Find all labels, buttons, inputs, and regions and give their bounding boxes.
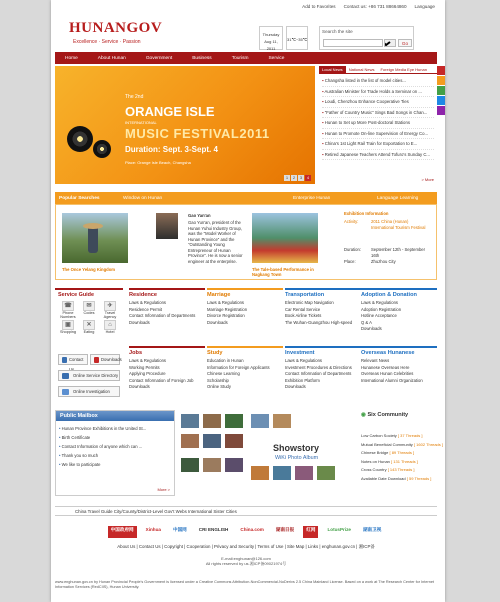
tab-national-news[interactable]: National News [348, 67, 375, 72]
list-item[interactable]: Information for Foreign Applicants [207, 364, 270, 370]
list-item[interactable]: Laws & Regulations [285, 358, 323, 363]
travel-guide-bar[interactable]: China Travel Guide City/County/District-Level Gov't Webs International Sister Cities [55, 506, 437, 516]
partner-logo[interactable]: CRI ENGLISH [198, 527, 229, 532]
news-item[interactable]: ▪ Loudi, Chenzhou Enhance Cooperative Ties [322, 97, 434, 108]
nav-government[interactable]: Government [145, 55, 173, 61]
list-item[interactable]: Investment Procedures & Directions [285, 364, 352, 370]
tab-local-news[interactable]: Local News [319, 66, 346, 73]
search-go-button[interactable]: Go [398, 39, 412, 47]
partner-logo[interactable]: 中国网 [172, 527, 187, 532]
album-thumb[interactable] [317, 466, 335, 480]
nagkang-performance-photo[interactable] [252, 213, 318, 263]
service-grid [55, 288, 437, 398]
theme-green-swatch[interactable] [437, 86, 445, 95]
date-label: Aug 11, 2011 [264, 39, 278, 51]
main-nav [55, 52, 437, 64]
transportation-column [285, 288, 361, 326]
overseas-column [361, 346, 437, 384]
pager-2[interactable]: 2 [293, 176, 295, 180]
list-item[interactable]: Downloads [129, 319, 150, 325]
album-thumb[interactable] [273, 466, 291, 480]
list-item[interactable]: Marriage Registration [207, 306, 248, 312]
six-community [361, 410, 443, 496]
list-item[interactable]: Laws & Regulations [129, 358, 167, 363]
hero-note: Place: Orange Isle Beach, Changsha [125, 160, 191, 165]
duration-value: September 12th - September 16th [371, 247, 426, 258]
license-notice: www.enghunan.gov.cn by Hunan Provincial People's Government is licensed under a Creative Commons Attribution-NonCommercial-NoDerivs 2.5 China Mainland License. Based on a work at The Research Center for Internet Information Services (RedCIIS), Hunan University. [55, 580, 434, 589]
speaker-graphic [67, 126, 93, 152]
list-item[interactable]: Relevant News [361, 358, 390, 363]
nagkang-caption[interactable]: The Tale-based Performance in Nagkang Town [252, 267, 314, 277]
community-item[interactable]: Mutual Beneficial Community [ 1602 Threads ] [361, 441, 443, 447]
study-column [207, 346, 283, 391]
album-thumb[interactable] [203, 434, 221, 448]
pager-4[interactable]: 4 [307, 176, 309, 180]
album-thumb[interactable] [181, 434, 199, 448]
partner-logos [55, 526, 437, 538]
temperature: 31℃~35℃ [287, 37, 308, 42]
adoption-title[interactable]: Adoption & Donation [361, 288, 437, 300]
list-item[interactable]: Downloads [285, 384, 306, 389]
album-thumb[interactable] [203, 458, 221, 472]
top-bar [51, 0, 445, 12]
list-item[interactable]: Hunanese Overseas Here [361, 364, 410, 370]
list-item[interactable]: Book Airline Tickets [285, 313, 322, 318]
news-item[interactable]: ▪ Hunan to Promote On-line Supervision of Energy Co... [322, 129, 434, 140]
nav-service[interactable]: Service [268, 55, 285, 61]
list-item[interactable]: Contact Information of Foreign Job [129, 377, 194, 383]
day-label: Thursday [262, 32, 280, 37]
shopping-icon: ▣ [62, 320, 74, 330]
album-thumb[interactable] [295, 466, 313, 480]
list-item[interactable]: Residence Permit [129, 306, 163, 312]
album-thumb[interactable] [251, 466, 269, 480]
mailbox-item[interactable]: • Hunan Province Exhibitions in the United St... [59, 424, 171, 433]
hero-pager [284, 175, 311, 181]
activity-value[interactable]: 2011 China (Hunan) International Tourism Festival [371, 219, 426, 230]
search-input[interactable] [323, 39, 383, 47]
list-item[interactable]: Applying Procedure [129, 371, 166, 376]
site-logo[interactable]: HUNANGOV [69, 20, 163, 36]
download-icon [94, 357, 99, 363]
list-item[interactable]: Car Rental Service [285, 306, 321, 312]
yelang-kingdom-photo[interactable] [62, 213, 128, 263]
hotel-icon: ⌂ [104, 320, 116, 330]
marriage-column [207, 288, 283, 326]
footer-nav[interactable]: About Us | Contact Us | Copyright | Cooperation | Privacy and Security | Terms of Use | Site Map | Links | enghunan.gov.cn | 湘ICP备 [117, 544, 375, 549]
shopping-item[interactable]: ▣ Shopping [59, 322, 77, 334]
list-item[interactable]: Laws & Regulations [361, 300, 399, 305]
news-item[interactable]: ▪ "Father of Country Music" Sings Bad Songs in Chan... [322, 108, 434, 119]
news-item[interactable]: ▪ Retired Japanese Teachers Attend Tofuro's Sunday C... [322, 150, 434, 161]
album-thumb[interactable] [251, 414, 269, 428]
list-item[interactable]: Adoption Registration [361, 306, 402, 312]
language-dropdown[interactable]: Language [414, 3, 435, 9]
tab-foreign-media[interactable]: Foreign Media Eye Hunan [380, 67, 427, 72]
list-item[interactable]: Electronic Map Navigation [285, 300, 334, 305]
list-item[interactable]: Laws & Regulations [129, 300, 167, 305]
online-service-directory-button[interactable]: Online Service Directory [58, 370, 120, 381]
community-item[interactable]: Notes on Hunan [ 131 Threads ] [361, 458, 418, 464]
theme-red-swatch[interactable] [437, 66, 445, 75]
list-item[interactable]: Contact Information of Departments [129, 313, 196, 318]
nav-business[interactable]: Business [192, 55, 212, 61]
window-on-hunan-link[interactable]: Window on Hunan [123, 195, 163, 201]
list-item[interactable]: Scholarship [207, 377, 229, 383]
news-list [319, 74, 437, 162]
investigation-icon [62, 389, 69, 395]
news-item[interactable]: ▪ China's 1st Light Rail Train for Exportation to E... [322, 139, 434, 150]
contact-icon [62, 357, 67, 363]
community-title: ◉ Six Community [361, 412, 409, 418]
hero-title: ORANGE ISLE [125, 104, 215, 119]
list-item[interactable]: Education in Hunan [207, 358, 244, 363]
news-tabs [319, 66, 437, 74]
list-item[interactable]: Divorce Registration [207, 313, 245, 318]
list-item[interactable]: Q & A [361, 319, 372, 325]
album-thumb[interactable] [181, 414, 199, 428]
travel-icon: ✈ [104, 301, 116, 311]
mailbox-item[interactable]: • Thank you so much [59, 451, 171, 460]
list-item[interactable]: Downloads [361, 326, 382, 331]
header [51, 12, 445, 50]
album-thumb[interactable] [181, 458, 199, 472]
speaker-graphic-small [93, 140, 111, 158]
mailbox-item[interactable]: • We like to participate [59, 460, 171, 469]
investment-column [285, 346, 361, 391]
album-thumb[interactable] [273, 414, 291, 428]
hero-pre: The 2nd [125, 94, 144, 100]
partner-logo[interactable]: 中国政府网 [108, 526, 137, 538]
jobs-title[interactable]: Jobs [129, 346, 205, 358]
online-investigation-button[interactable]: Online Investigation [58, 386, 120, 397]
codes-item[interactable]: ✉ Codes [83, 303, 95, 315]
list-item[interactable]: The Wuhan-Guangzhou High-speed [285, 319, 353, 325]
logo-tagline: Excellence · Service · Passion [73, 39, 141, 45]
directory-icon [62, 373, 69, 379]
downloads-button[interactable]: Downloads [90, 354, 120, 365]
news-panel [319, 66, 437, 184]
list-item[interactable]: Working Permits [129, 364, 160, 370]
album-thumb[interactable] [203, 414, 221, 428]
mailbox-item[interactable]: • Contact Information of anyone which can ... [59, 442, 171, 451]
theme-purple-swatch[interactable] [437, 106, 445, 115]
study-title[interactable]: Study [207, 346, 283, 358]
news-item[interactable]: ▪ Changsha listed in the list of model cities... [322, 76, 434, 87]
news-more-link[interactable]: > More [421, 177, 434, 182]
popular-content [55, 204, 437, 280]
jobs-column [129, 346, 205, 391]
theme-orange-swatch[interactable] [437, 76, 445, 85]
nav-home[interactable]: Home [65, 55, 78, 61]
nav-tourism[interactable]: Tourism [231, 55, 249, 61]
showstory-title[interactable]: Showstory [273, 443, 320, 453]
gao-portrait-photo[interactable] [156, 213, 178, 239]
community-item[interactable]: Cross Country [ 143 Threads ] [361, 467, 415, 472]
duration-label: Duration: [344, 247, 361, 252]
community-icon: ◉ [361, 412, 366, 418]
color-theme-switcher [437, 66, 445, 116]
album-thumb[interactable] [225, 434, 243, 448]
phone-icon: ☎ [62, 301, 74, 311]
community-item[interactable]: Chinese Bridge [ 89 Threads ] [361, 450, 415, 455]
service-guide-title: Service Guide [58, 292, 94, 298]
album-thumb[interactable] [225, 414, 243, 428]
theme-blue-swatch[interactable] [437, 96, 445, 105]
travel-agency-item[interactable]: ✈ Travel Agency [103, 303, 117, 319]
investment-title[interactable]: Investment [285, 346, 361, 358]
activity-label: Activity: [344, 219, 359, 224]
weather-box [286, 26, 308, 50]
service-guide [55, 288, 123, 398]
partner-logo[interactable]: LotusPrize [327, 527, 351, 532]
list-item[interactable]: International Alumni Organization [361, 377, 423, 383]
residence-column [129, 288, 205, 326]
hero-festival: MUSIC FESTIVAL2011 [125, 126, 270, 141]
search-scope-select[interactable] [384, 39, 396, 47]
place-label: Place: [344, 259, 356, 264]
photo-album [181, 410, 359, 496]
pager-3[interactable]: 3 [300, 176, 302, 180]
page [51, 0, 445, 602]
list-item[interactable]: Exhibition Platform [285, 377, 320, 383]
mailbox-more-link[interactable]: More > [157, 487, 170, 492]
list-item[interactable]: Downloads [129, 384, 150, 389]
hero-duration: Duration: Sept. 3-Sept. 4 [125, 145, 218, 154]
phone-numbers-item[interactable]: ☎ Phone Numbers [60, 303, 76, 319]
transportation-title[interactable]: Transportation [285, 288, 361, 300]
language-learning-link[interactable]: Language Learning [377, 195, 419, 201]
nav-about-hunan[interactable]: About Hunan [97, 55, 126, 61]
gao-bio: Gao Yun'an, president of the Hunan Yuhui Industry Group, was the "Model Worker of Hunan Province" and the "Outstanding Young Entrepreneur of Hunan Province". He is now a senior engineer at the enterprise. [188, 220, 243, 264]
partner-logo[interactable]: 湖南日报 [275, 527, 295, 532]
residence-title[interactable]: Residence [129, 288, 205, 300]
contact-info: Contact us: +86 731 88664860 [343, 3, 407, 9]
news-item[interactable]: ▪ Hunan to Set up More Post-doctoral Stations [322, 118, 434, 129]
list-item[interactable]: Contact Information of Departments [285, 371, 352, 376]
yelang-caption[interactable]: The Once Yelang Kingdom [62, 267, 115, 272]
list-item[interactable]: Chinese Learning [207, 371, 240, 376]
mailbox-title: Public Mailbox [56, 411, 174, 421]
list-item[interactable]: Downloads [207, 319, 228, 325]
partner-logo[interactable]: 红网 [303, 526, 318, 538]
list-item[interactable]: Overseas Hunan Celebrities [361, 371, 414, 376]
hero-banner[interactable] [55, 66, 315, 184]
adoption-column [361, 288, 437, 333]
community-item[interactable]: Available Date Download [ 59 Threads ] [361, 475, 432, 481]
place-value: Zhuzhou City [371, 259, 396, 264]
list-item[interactable]: Online Study [207, 384, 231, 389]
popular-bar [55, 192, 437, 204]
search-label: Search the site [322, 29, 353, 34]
popular-searches-label[interactable]: Popular Searches [59, 195, 100, 201]
eating-icon: ✕ [83, 320, 95, 330]
footer-info [55, 556, 437, 566]
partner-logo[interactable]: Xinhua [145, 527, 161, 532]
footer-rights: All rights reserved by us.湘ICP备09021974号 [205, 561, 287, 566]
contact-us-button[interactable]: Contact [58, 354, 88, 365]
hero-intl: INTERNATIONAL [125, 120, 157, 125]
enterprise-hunan-link[interactable]: Enterprise Hunan [293, 195, 331, 201]
hotel-item[interactable]: ⌂ Hotel [105, 322, 115, 334]
exhibition-title: Exhibition Information [344, 211, 389, 216]
pager-1[interactable]: 1 [286, 176, 288, 180]
codes-icon: ✉ [83, 301, 95, 311]
gao-name: Gao Yan'an [188, 213, 211, 218]
album-thumb[interactable] [225, 458, 243, 472]
marriage-title[interactable]: Marriage [207, 288, 283, 300]
add-favorites-link[interactable]: Add to Favorites [302, 3, 336, 9]
news-item[interactable]: ▪ Australian Minister for Trade Holds a Seminar on ... [322, 87, 434, 98]
community-item[interactable]: Low Carbon Society [ 37 Threads ] [361, 433, 423, 438]
partner-logo[interactable]: 湖南卫视 [362, 527, 382, 532]
list-item[interactable]: Hotline Acceptance [361, 313, 397, 318]
mailbox-item[interactable]: • Birth Certificate [59, 433, 171, 442]
eating-item[interactable]: ✕ Eating [83, 322, 95, 334]
partner-logo[interactable]: China.com [240, 527, 264, 532]
overseas-title[interactable]: Overseas Hunanese [361, 346, 437, 358]
search-box [319, 26, 414, 50]
date-box [259, 26, 283, 50]
footer-email: E-mail:enghunan@126.com [221, 556, 271, 561]
list-item[interactable]: Laws & Regulations [207, 300, 245, 305]
wiki-album-subtitle[interactable]: WiKi Photo Album [275, 455, 319, 461]
service-icons [55, 300, 123, 335]
public-mailbox [55, 410, 175, 496]
